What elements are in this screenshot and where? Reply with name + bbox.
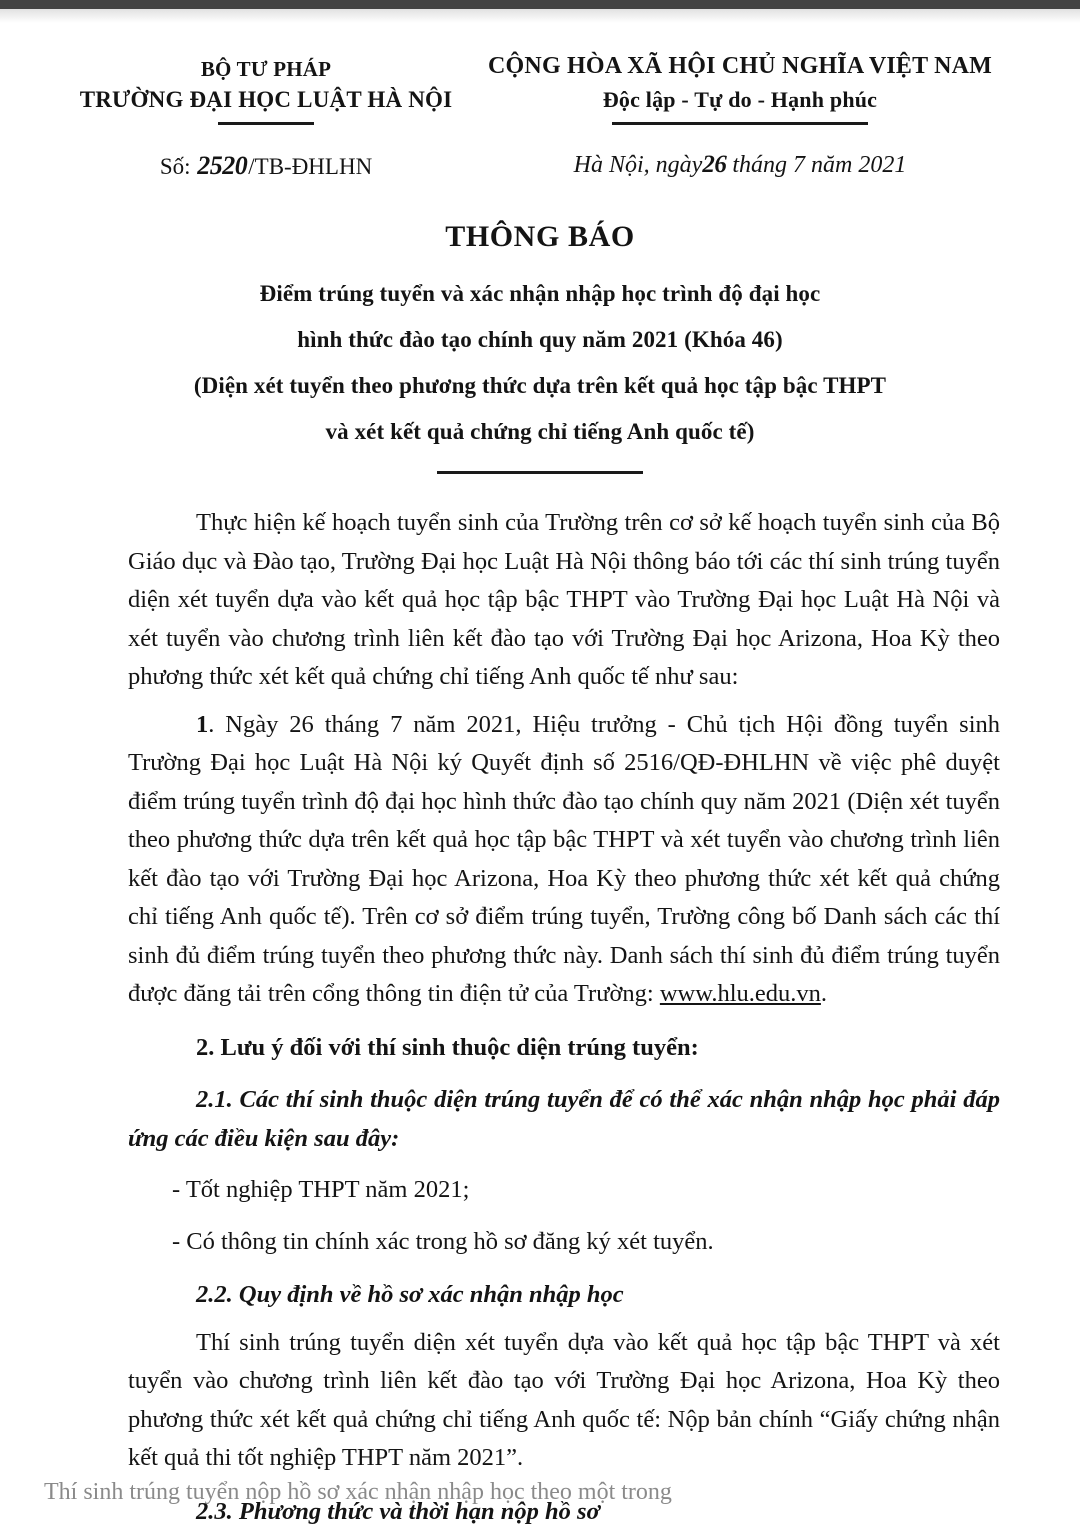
header-rule-right xyxy=(612,122,868,125)
header-rule-left xyxy=(218,122,314,125)
section-1-text-b: . xyxy=(821,980,827,1007)
issuing-authority-block xyxy=(36,57,496,125)
condition-bullet-1: - Tốt nghiệp THPT năm 2021; xyxy=(128,1171,1000,1210)
viewer-top-bar xyxy=(0,0,1080,9)
place-date-line xyxy=(470,151,1010,179)
clipped-next-line-text: Thí sinh trúng tuyển nộp hồ sơ xác nhận nhập học theo một trong xyxy=(44,1480,984,1504)
document-number-suffix: /TB-ĐHLHN xyxy=(248,154,372,179)
national-motto: Độc lập - Tự do - Hạnh phúc xyxy=(470,87,1010,113)
document-number-line xyxy=(36,151,496,181)
section-1-text-a: . Ngày 26 tháng 7 năm 2021, Hiệu trưởng - Chủ tịch Hội đồng tuyển sinh Trường Đại học Luật Hà Nội ký Quyết định số 2516/QĐ-ĐHLHN về việc phê duyệt điểm trúng tuyển trình độ đại học hình thức đào tạo chính quy năm 2021 (Diện xét tuyển theo phương thức dựa trên kết quả học tập bậc THPT và xét tuyển vào chương trình liên kết đào tạo với Trường Đại học Arizona, Hoa Kỳ theo phương thức xét kết quả chứng chỉ tiếng Anh quốc tế). Trên cơ sở điểm trúng tuyển, Trường công bố Danh sách các thí sinh đủ điểm trúng tuyển theo phương thức này. Danh sách thí sinh đủ điểm trúng tuyển được đăng tải trên cổng thông tin điện tử của Trường: xyxy=(128,711,1000,1008)
document-subtitle-line-3: (Diện xét tuyển theo phương thức dựa trên kết quả học tập bậc THPT xyxy=(0,363,1080,409)
document-subtitle-line-2: hình thức đào tạo chính quy năm 2021 (Khóa 46) xyxy=(0,317,1080,363)
section-2-2-heading: 2.2. Quy định về hồ sơ xác nhận nhập học xyxy=(128,1276,1000,1315)
document-number-value: 2520 xyxy=(196,151,248,180)
country-name: CỘNG HÒA XÃ HỘI CHỦ NGHĨA VIỆT NAM xyxy=(470,53,1010,80)
condition-bullet-2: - Có thông tin chính xác trong hồ sơ đăng ký xét tuyển. xyxy=(128,1223,1000,1262)
school-website-link[interactable]: www.hlu.edu.vn xyxy=(660,980,821,1007)
section-1-paragraph xyxy=(128,706,1000,1014)
title-divider xyxy=(437,471,643,474)
section-2-heading: 2. Lưu ý đối với thí sinh thuộc diện trúng tuyển: xyxy=(128,1029,1000,1068)
clipped-next-line xyxy=(44,1497,984,1503)
document-subtitle-line-4: và xét kết quả chứng chỉ tiếng Anh quốc tế) xyxy=(0,409,1080,455)
section-2-3-heading: 2.3. Phương thức và thời hạn nộp hồ sơ xyxy=(128,1493,1000,1531)
issue-date-suffix: tháng 7 năm 2021 xyxy=(732,152,906,178)
section-2-2-paragraph: Thí sinh trúng tuyển diện xét tuyển dựa vào kết quả học tập bậc THPT và xét tuyển vào chương trình liên kết đào tạo với Trường Đại học Arizona, Hoa Kỳ theo phương thức xét kết quả chứng chỉ tiếng Anh quốc tế: Nộp bản chính “Giấy chứng nhận kết quả thi tốt nghiệp THPT năm 2021”. xyxy=(128,1324,1000,1478)
ministry-name: BỘ TƯ PHÁP xyxy=(36,57,496,82)
viewer-top-bar-shadow xyxy=(0,9,1080,23)
university-name: TRƯỜNG ĐẠI HỌC LUẬT HÀ NỘI xyxy=(36,87,496,113)
document-number-label: Số: xyxy=(160,154,191,179)
document-body xyxy=(0,504,1000,1531)
document-title: THÔNG BÁO xyxy=(0,220,1080,254)
issue-day: 26 xyxy=(702,151,726,178)
intro-paragraph: Thực hiện kế hoạch tuyển sinh của Trường trên cơ sở kế hoạch tuyển sinh của Bộ Giáo dục và Đào tạo, Trường Đại học Luật Hà Nội thông báo tới các thí sinh trúng tuyển diện xét tuyển dựa vào kết quả học tập bậc THPT vào Trường Đại học Luật Hà Nội và xét tuyển vào chương trình liên kết đào tạo với Trường Đại học Arizona, Hoa Kỳ theo phương thức xét kết quả chứng chỉ tiếng Anh quốc tế như sau: xyxy=(128,504,1000,697)
place-date-prefix: Hà Nội, ngày xyxy=(574,152,703,178)
document-header xyxy=(0,23,1080,198)
section-1-number: 1 xyxy=(196,711,208,738)
section-2-1-heading: 2.1. Các thí sinh thuộc diện trúng tuyển để có thể xác nhận nhập học phải đáp ứng các điều kiện sau đây: xyxy=(128,1081,1000,1158)
national-heading-block xyxy=(470,53,1010,125)
document-page xyxy=(0,23,1080,1503)
document-subtitle-line-1: Điểm trúng tuyển và xác nhận nhập học trình độ đại học xyxy=(0,271,1080,317)
title-block xyxy=(0,220,1080,474)
